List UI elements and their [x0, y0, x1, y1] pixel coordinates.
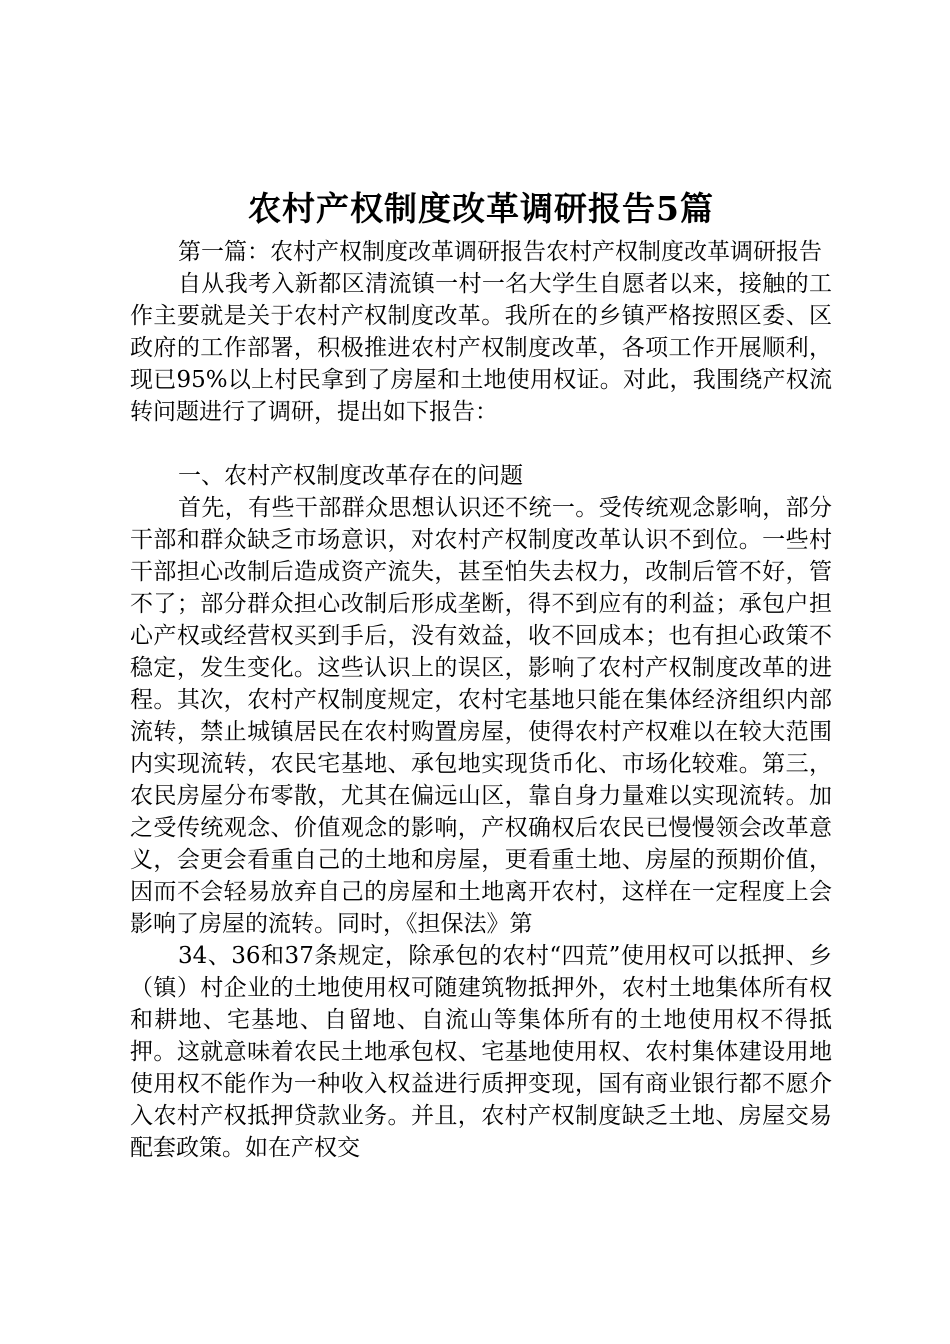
- document-page: [130, 186, 832, 1164]
- section-heading: 一、农村产权制度改革存在的问题: [178, 463, 523, 489]
- document-title: 农村产权制度改革调研报告5篇: [248, 189, 714, 228]
- paragraph-guarantee-law: 34、36和37条规定，除承包的农村“四荒”使用权可以抵押、乡（镇）村企业的土地使用权可随建筑物抵押外，农村土地集体所有权和耕地、宅基地、自留地、自流山等集体所有的土地使用权不得抵押。这就意味着农民土地承包权、宅基地使用权、农村集体建设用地使用权不能作为一种收入权益进行质押变现，国有商业银行都不愿介入农村产权抵押贷款业务。并且，农村产权制度缺乏土地、房屋交易配套政策。如在产权交: [130, 943, 832, 1161]
- paragraph-spacer: [130, 428, 832, 460]
- paragraph-problems: 首先，有些干部群众思想认识还不统一。受传统观念影响，部分干部和群众缺乏市场意识，对农村产权制度改革认识不到位。一些村干部担心改制后造成资产流失，甚至怕失去权力，改制后管不好，管不了；部分群众担心改制后形成垄断，得不到应有的利益；承包户担心产权或经营权买到手后，没有效益，收不回成本；也有担心政策不稳定，发生变化。这些认识上的误区，影响了农村产权制度改革的进程。其次，农村产权制度规定，农村宅基地只能在集体经济组织内部流转，禁止城镇居民在农村购置房屋，使得农村产权难以在较大范围内实现流转，农民宅基地、承包地实现货币化、市场化较难。第三，农民房屋分布零散，尤其在偏远山区，靠自身力量难以实现流转。加之受传统观念、价值观念的影响，产权确权后农民已慢慢领会改革意义，会更会看重自己的土地和房屋，更看重土地、房屋的预期价值，因而不会轻易放弃自己的房屋和土地离开农村，这样在一定程度上会影响了房屋的流转。同时，《担保法》第: [130, 495, 832, 937]
- paragraph-intro: 第一篇：农村产权制度改革调研报告农村产权制度改革调研报告: [178, 239, 822, 265]
- paragraph-background: 自从我考入新都区清流镇一村一名大学生自愿者以来，接触的工作主要就是关于农村产权制度改革。我所在的乡镇严格按照区委、区政府的工作部署，积极推进农村产权制度改革，各项工作开展顺利，现已95%以上村民拿到了房屋和土地使用权证。对此，我围绕产权流转问题进行了调研，提出如下报告：: [130, 271, 832, 425]
